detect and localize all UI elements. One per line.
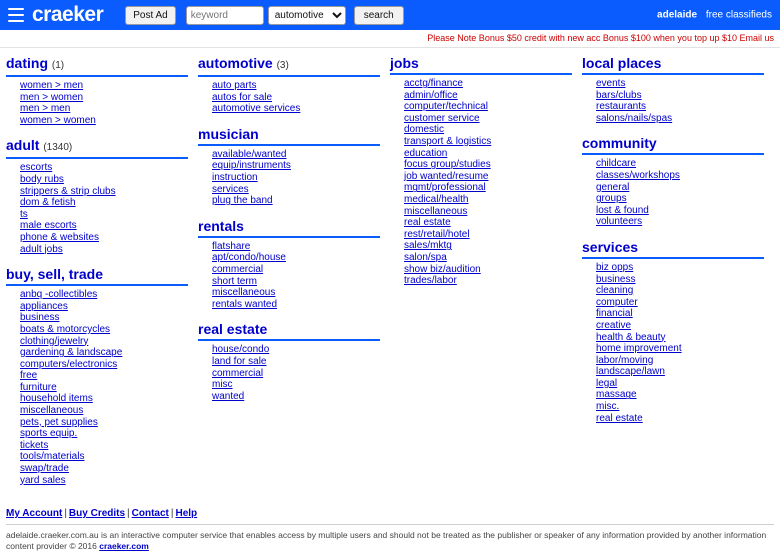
disclaimer-body: adelaide.craeker.com.au is an interactive computer service that enables access by multiple users and should not be treated as the publisher or speaker of any information provided by another information content provider © 2016 [6, 530, 767, 552]
list-item[interactable] [404, 264, 572, 276]
list-item[interactable] [20, 440, 188, 452]
sub-link[interactable]: general [596, 181, 630, 193]
category-list [6, 80, 188, 126]
sub-link[interactable]: trades/labor [404, 275, 457, 287]
list-item[interactable] [596, 262, 764, 274]
list-item[interactable] [20, 347, 188, 359]
category-title-link[interactable]: buy, sell, trade [6, 266, 103, 283]
list-item[interactable] [20, 209, 188, 221]
list-item[interactable] [404, 124, 572, 136]
category-block-jobs [390, 56, 572, 287]
list-item[interactable] [20, 393, 188, 405]
sub-link[interactable]: job wanted/resume [404, 170, 489, 182]
sub-link[interactable]: computer [596, 296, 638, 308]
list-item[interactable] [404, 252, 572, 264]
list-item[interactable] [404, 229, 572, 241]
sub-link[interactable]: real estate [404, 217, 451, 229]
sub-link[interactable]: computer/technical [404, 101, 488, 113]
list-item[interactable] [596, 297, 764, 309]
list-item[interactable] [596, 193, 764, 205]
list-item[interactable] [596, 274, 764, 286]
list-item[interactable] [212, 344, 380, 356]
category-heading[interactable] [198, 127, 380, 146]
list-item[interactable] [212, 391, 380, 403]
category-count: (1) [51, 60, 65, 71]
sub-link[interactable]: clothing/jewelry [20, 335, 89, 347]
category-title-link[interactable]: automotive [198, 55, 273, 71]
footer-separator: | [170, 508, 174, 520]
sub-link[interactable]: services [212, 183, 249, 195]
sub-link[interactable]: wanted [212, 390, 245, 402]
category-list [198, 241, 380, 311]
sub-link[interactable]: anbq -collectibles [20, 289, 98, 301]
list-item[interactable] [20, 103, 188, 115]
column-2 [198, 56, 390, 414]
footer-link-contact[interactable]: Contact [131, 508, 169, 520]
list-item[interactable] [212, 149, 380, 161]
sub-link[interactable]: computers/electronics [20, 358, 118, 370]
list-item[interactable] [404, 148, 572, 160]
tagline-label: free classifieds [705, 9, 772, 21]
category-list [582, 158, 764, 228]
footer-site-link[interactable]: craeker.com [99, 541, 149, 552]
sub-link[interactable]: miscellaneous [404, 205, 468, 217]
sub-link[interactable]: commercial [212, 263, 264, 275]
category-block-musician [198, 127, 380, 207]
list-item[interactable] [596, 355, 764, 367]
sub-link[interactable]: admin/office [404, 89, 458, 101]
list-item[interactable] [20, 115, 188, 127]
list-item[interactable] [596, 332, 764, 344]
list-item[interactable] [404, 78, 572, 90]
sub-link[interactable]: groups [596, 193, 627, 205]
sub-link[interactable]: strippers & strip clubs [20, 185, 116, 197]
list-item[interactable] [596, 389, 764, 401]
list-item[interactable] [20, 451, 188, 463]
category-count: (1340) [43, 142, 73, 154]
list-item[interactable] [212, 264, 380, 276]
sub-link[interactable]: business [20, 312, 60, 324]
sub-link[interactable]: equip/instruments [212, 160, 291, 172]
sub-link[interactable]: creative [596, 319, 632, 331]
list-item[interactable] [404, 240, 572, 252]
list-item[interactable] [212, 287, 380, 299]
site-header [0, 0, 780, 30]
sub-link[interactable]: customer service [404, 112, 480, 124]
list-item[interactable] [596, 308, 764, 320]
category-block-adult [6, 138, 188, 255]
category-title-link[interactable]: real estate [198, 321, 268, 338]
sub-link[interactable]: misc. [596, 401, 620, 413]
sub-link[interactable]: bars/clubs [596, 89, 642, 101]
list-item[interactable] [20, 336, 188, 348]
sub-link[interactable]: house/condo [212, 344, 270, 356]
sub-link[interactable]: salons/nails/spas [596, 112, 673, 124]
sub-link[interactable]: escorts [20, 162, 53, 174]
list-item[interactable] [212, 80, 380, 92]
sub-link[interactable]: medical/health [404, 193, 469, 205]
category-title-link[interactable]: community [582, 135, 657, 152]
sub-link[interactable]: male escorts [20, 220, 77, 232]
list-item[interactable] [212, 368, 380, 380]
list-item[interactable] [404, 136, 572, 148]
sub-link[interactable]: autos for sale [212, 91, 273, 103]
sub-link[interactable]: phone & websites [20, 231, 99, 243]
list-item[interactable] [20, 370, 188, 382]
sub-link[interactable]: home improvement [596, 343, 682, 355]
list-item[interactable] [212, 184, 380, 196]
list-item[interactable] [20, 312, 188, 324]
column-3 [390, 56, 582, 299]
category-count: (3) [276, 60, 289, 71]
category-heading[interactable] [198, 56, 380, 77]
sub-link[interactable]: classes/workshops [596, 169, 680, 181]
category-block-local-places [582, 56, 764, 124]
sub-link[interactable]: plug the band [212, 195, 273, 207]
list-item[interactable] [20, 92, 188, 104]
footer-links [6, 508, 774, 519]
sub-link[interactable]: yard sales [20, 474, 66, 486]
footer-link-help[interactable]: Help [175, 508, 198, 520]
category-heading[interactable] [198, 322, 380, 341]
list-item[interactable] [404, 90, 572, 102]
list-item[interactable] [596, 320, 764, 332]
notice-bar [0, 30, 780, 48]
sub-link[interactable]: commercial [212, 367, 264, 379]
sub-link[interactable]: furniture [20, 381, 57, 393]
list-item[interactable] [404, 113, 572, 125]
header-location [657, 10, 772, 21]
sub-link[interactable]: business [596, 273, 636, 285]
list-item[interactable] [20, 244, 188, 256]
list-item[interactable] [20, 405, 188, 417]
category-title-link[interactable]: services [582, 238, 639, 255]
list-item[interactable] [596, 285, 764, 297]
sub-link[interactable]: show biz/audition [404, 263, 481, 275]
sub-link[interactable]: volunteers [596, 216, 643, 228]
category-heading[interactable] [6, 138, 188, 159]
column-1 [6, 56, 198, 498]
list-item[interactable] [212, 241, 380, 253]
category-heading[interactable] [6, 56, 188, 77]
list-item[interactable] [404, 159, 572, 171]
sub-link[interactable]: men > women [20, 91, 84, 103]
post-ad-button[interactable]: Post Ad [125, 6, 175, 25]
sub-link[interactable]: men > men [20, 103, 71, 115]
list-item[interactable] [20, 232, 188, 244]
sub-link[interactable]: free [20, 370, 38, 382]
search-button[interactable]: search [354, 6, 404, 25]
sub-link[interactable]: rest/retail/hotel [404, 228, 470, 240]
sub-link[interactable]: automotive services [212, 103, 301, 115]
sub-link[interactable]: tickets [20, 439, 49, 451]
list-item[interactable] [212, 356, 380, 368]
sub-link[interactable]: childcare [596, 158, 637, 170]
category-block-real-estate [198, 322, 380, 402]
footer-link-buy-credits[interactable]: Buy Credits [68, 508, 126, 520]
city-label[interactable]: adelaide [657, 9, 698, 21]
sub-link[interactable]: sports equip. [20, 428, 78, 440]
column-4 [582, 56, 774, 436]
sub-link[interactable]: financial [596, 308, 633, 320]
list-item[interactable] [212, 379, 380, 391]
list-item[interactable] [20, 197, 188, 209]
category-title-link[interactable]: dating [6, 55, 48, 71]
list-item[interactable] [20, 80, 188, 92]
list-item[interactable] [596, 101, 764, 113]
category-list [582, 262, 764, 424]
list-item[interactable] [212, 195, 380, 207]
list-item[interactable] [596, 343, 764, 355]
sub-link[interactable]: acctg/finance [404, 78, 463, 89]
sub-link[interactable]: miscellaneous [212, 287, 276, 299]
list-item[interactable] [20, 324, 188, 336]
sub-link[interactable]: adult jobs [20, 243, 63, 255]
list-item[interactable] [404, 206, 572, 218]
sub-link[interactable]: events [596, 78, 626, 89]
sub-link[interactable]: restaurants [596, 101, 647, 113]
category-list [198, 344, 380, 402]
sub-link[interactable]: real estate [596, 412, 643, 424]
list-item[interactable] [596, 401, 764, 413]
sub-link[interactable]: massage [596, 389, 637, 401]
list-item[interactable] [596, 90, 764, 102]
sub-link[interactable]: instruction [212, 171, 258, 183]
sub-link[interactable]: flatshare [212, 240, 251, 252]
category-title-link[interactable]: local places [582, 55, 662, 71]
sub-link[interactable]: sales/mktg [404, 240, 452, 252]
list-item[interactable] [212, 299, 380, 311]
footer-link-my-account[interactable]: My Account [6, 508, 63, 520]
category-columns [0, 48, 780, 498]
category-block-automotive [198, 56, 380, 115]
list-item[interactable] [20, 382, 188, 394]
list-item[interactable] [20, 428, 188, 440]
list-item[interactable] [212, 172, 380, 184]
sub-link[interactable]: rentals wanted [212, 298, 278, 310]
category-block-buy-sell-trade [6, 267, 188, 486]
site-logo[interactable]: craeker [32, 3, 104, 26]
sub-link[interactable]: cleaning [596, 285, 634, 297]
list-item[interactable] [596, 378, 764, 390]
list-item[interactable] [212, 103, 380, 115]
disclaimer-wrap [6, 524, 774, 552]
sub-link[interactable]: salon/spa [404, 251, 447, 263]
list-item[interactable] [596, 158, 764, 170]
sub-link[interactable]: appliances [20, 300, 68, 312]
footer-separator: | [64, 508, 67, 520]
list-item[interactable] [404, 171, 572, 183]
sub-link[interactable]: tools/materials [20, 451, 85, 463]
list-item[interactable] [404, 101, 572, 113]
list-item[interactable] [20, 359, 188, 371]
list-item[interactable] [20, 289, 188, 301]
sub-link[interactable]: health & beauty [596, 331, 666, 343]
list-item[interactable] [596, 182, 764, 194]
category-title-link[interactable]: jobs [390, 55, 419, 71]
list-item[interactable] [596, 366, 764, 378]
sub-link[interactable]: swap/trade [20, 463, 69, 475]
sub-link[interactable]: focus group/studies [404, 159, 491, 171]
list-item[interactable] [20, 186, 188, 198]
list-item[interactable] [20, 301, 188, 313]
list-item[interactable] [20, 220, 188, 232]
category-heading[interactable] [198, 219, 380, 238]
category-block-community [582, 136, 764, 228]
sub-link[interactable]: labor/moving [596, 354, 654, 366]
category-select[interactable] [268, 6, 346, 25]
sub-link[interactable]: ts [20, 208, 28, 220]
list-item[interactable] [212, 252, 380, 264]
sub-link[interactable]: biz opps [596, 261, 634, 273]
category-title-link[interactable]: musician [198, 125, 259, 142]
category-block-dating [6, 56, 188, 126]
sub-link[interactable]: women > women [20, 114, 96, 126]
category-block-services [582, 240, 764, 424]
list-item[interactable] [20, 475, 188, 487]
site-footer [0, 504, 780, 552]
category-list [6, 162, 188, 255]
list-item[interactable] [596, 413, 764, 425]
list-item[interactable] [212, 276, 380, 288]
sub-link[interactable]: boats & motorcycles [20, 323, 111, 335]
list-item[interactable] [404, 194, 572, 206]
list-item[interactable] [20, 174, 188, 186]
category-title-link[interactable]: rentals [198, 217, 244, 234]
list-item[interactable] [20, 162, 188, 174]
category-list [390, 78, 572, 287]
sub-link[interactable]: short term [212, 275, 258, 287]
category-title-link[interactable]: adult [6, 137, 40, 154]
category-list [198, 80, 380, 115]
list-item[interactable] [404, 182, 572, 194]
category-list [6, 289, 188, 486]
disclaimer-text [6, 530, 774, 552]
list-item[interactable] [212, 92, 380, 104]
sub-link[interactable]: legal [596, 377, 618, 389]
sub-link[interactable]: domestic [404, 124, 445, 136]
sub-link[interactable]: landscape/lawn [596, 366, 665, 378]
list-item[interactable] [212, 160, 380, 172]
promo-notice: Please Note Bonus $50 credit with new acc Bonus $100 when you top up $10 Email us [427, 33, 774, 43]
hamburger-icon[interactable] [8, 8, 24, 22]
category-list [198, 149, 380, 207]
sub-link[interactable]: women > men [20, 80, 84, 91]
list-item[interactable] [596, 216, 764, 228]
sub-link[interactable]: education [404, 147, 448, 159]
list-item[interactable] [596, 78, 764, 90]
sub-link[interactable]: pets, pet supplies [20, 416, 98, 428]
sub-link[interactable]: body rubs [20, 173, 64, 185]
category-block-rentals [198, 219, 380, 311]
list-item[interactable] [20, 463, 188, 475]
sub-link[interactable]: dom & fetish [20, 197, 76, 209]
sub-link[interactable]: land for sale [212, 355, 267, 367]
category-list [582, 78, 764, 124]
list-item[interactable] [404, 275, 572, 287]
footer-separator: | [127, 508, 130, 520]
list-item[interactable] [20, 417, 188, 429]
list-item[interactable] [596, 113, 764, 125]
category-heading[interactable] [390, 56, 572, 75]
list-item[interactable] [596, 170, 764, 182]
sub-link[interactable]: apt/condo/house [212, 252, 286, 264]
category-heading[interactable] [582, 56, 764, 75]
sub-link[interactable]: gardening & landscape [20, 347, 123, 359]
list-item[interactable] [596, 205, 764, 217]
list-item[interactable] [404, 217, 572, 229]
sub-link[interactable]: misc [212, 379, 233, 391]
keyword-input[interactable] [186, 6, 264, 25]
sub-link[interactable]: household items [20, 393, 93, 405]
sub-link[interactable]: mgmt/professional [404, 182, 486, 194]
sub-link[interactable]: miscellaneous [20, 405, 84, 417]
category-heading[interactable] [582, 240, 764, 259]
sub-link[interactable]: transport & logistics [404, 135, 492, 147]
sub-link[interactable]: lost & found [596, 204, 649, 216]
sub-link[interactable]: auto parts [212, 80, 257, 91]
category-heading[interactable] [582, 136, 764, 155]
category-heading[interactable] [6, 267, 188, 286]
sub-link[interactable]: available/wanted [212, 148, 287, 160]
